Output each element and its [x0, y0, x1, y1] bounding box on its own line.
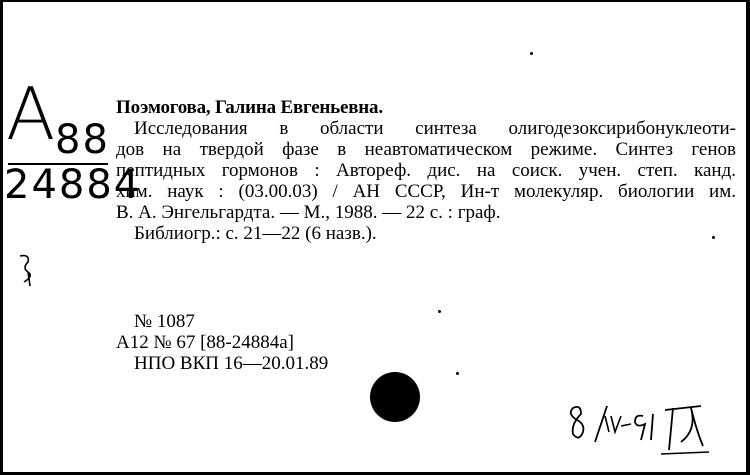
speck: [712, 236, 715, 239]
speck: [530, 52, 533, 55]
entry-line-2: дов на твердой фазе в неавтоматическом режиме. Синтез генов: [116, 139, 736, 160]
speck: [438, 310, 441, 313]
identifier-code: А12 № 67 [88-24884а]: [116, 332, 295, 353]
card-edge-left: [0, 0, 3, 475]
identifier-block: [116, 311, 328, 374]
entry-line-3: пептидных гормонов : Автореф. дис. на соиск. учен. степ. канд.: [116, 160, 736, 181]
entry-line-4: хим. наук : (03.00.03) / АН СССР, Ин-т молекуляр. биологии им.: [116, 181, 736, 202]
shelfmark-letter: А: [6, 72, 56, 156]
card-edge-right: [746, 0, 750, 475]
identifier-registry: НПО ВКП 16—20.01.89: [134, 353, 329, 374]
entry-line-5: В. А. Энгельгардта. — М., 1988. — 22 с. : граф.: [116, 202, 501, 223]
speck: [456, 372, 459, 375]
card-edge-top: [0, 0, 750, 2]
bibliography-note: Библиогр.: с. 21—22 (6 назв.).: [134, 223, 377, 244]
entry-line-1: Исследования в области синтеза олигодезоксирибонуклеоти-: [134, 118, 736, 139]
inventory-number: 24884: [4, 162, 142, 208]
identifier-number: № 1087: [134, 311, 195, 332]
shelfmark-number: 88: [55, 117, 110, 163]
handwritten-squiggle: [16, 252, 40, 288]
bibliographic-entry: [116, 97, 736, 244]
author-heading: Поэмогова, Галина Евгеньевна.: [116, 97, 383, 118]
handwritten-date: [565, 402, 715, 464]
punch-hole: [370, 372, 420, 422]
